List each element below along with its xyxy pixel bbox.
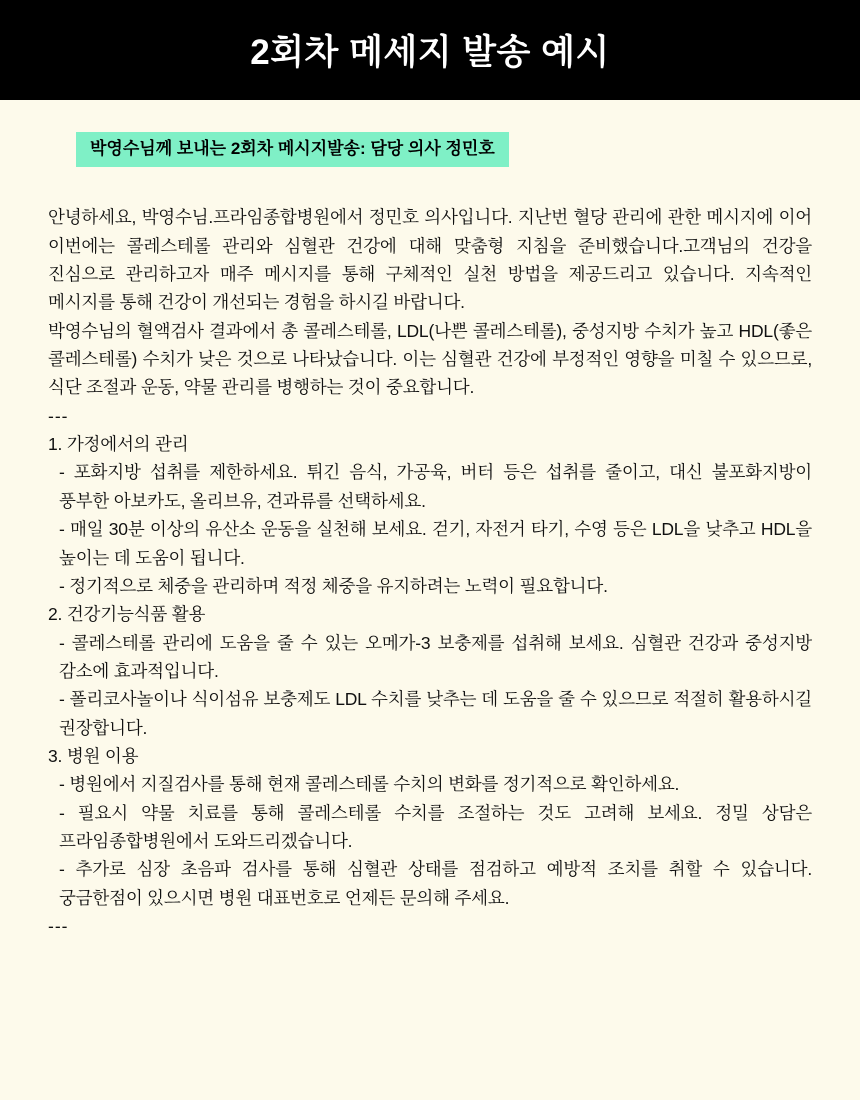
summary-paragraph: 박영수님의 혈액검사 결과에서 총 콜레스테롤, LDL(나쁜 콜레스테롤), 중성지방 수치가 높고 HDL(좋은 콜레스테롤) 수치가 낮은 것으로 나타났습니다. 이는 심혈관 건강에 부정적인 영향을 미칠 수 있으므로, 식단 조절과 운동, 약물 관리를 병행하는 것이 중요합니다. [48,320,812,398]
greeting-paragraph: 안녕하세요, 박영수님.프라임종합병원에서 정민호 의사입니다. 지난번 혈당 관리에 관한 메시지에 이어 이번에는 콜레스테롤 관리와 심혈관 건강에 대해 맞춤형 지침을 준비했습니다.고객님의 건강을 진심으로 관리하고자 매주 메시지를 통해 구체적인 실천 방법을 제공드리고 있습니다. 지속적인 메시지를 통해 건강이 개선되는 경험을 하시길 바랍니다. [48,207,812,313]
list-item: - 포화지방 섭취를 제한하세요. 튀긴 음식, 가공육, 버터 등은 섭취를 줄이고, 대신 불포화지방이 풍부한 아보카도, 올리브유, 견과류를 선택하세요. [59,462,812,511]
section-2-heading: 2. 건강기능식품 활용 [48,604,206,625]
subject-highlight-text: 박영수님께 보내는 2회차 메시지발송: 담당 의사 정민호 [76,132,509,167]
section-1-heading: 1. 가정에서의 관리 [48,434,189,455]
list-item: - 추가로 심장 초음파 검사를 통해 심혈관 상태를 점검하고 예방적 조치를 취할 수 있습니다.궁금한점이 있으시면 병원 대표번호로 언제든 문의해 주세요. [59,859,812,908]
list-item: - 정기적으로 체중을 관리하며 적정 체중을 유지하려는 노력이 필요합니다. [59,575,608,596]
message-content [48,203,812,940]
page-title: 2회차 메세지 발송 예시 [250,33,610,72]
list-item: - 콜레스테롤 관리에 도움을 줄 수 있는 오메가-3 보충제를 섭취해 보세요. 심혈관 건강과 중성지방 감소에 효과적입니다. [59,632,812,681]
document-body [0,100,860,1100]
list-item: - 필요시 약물 치료를 통해 콜레스테롤 수치를 조절하는 것도 고려해 보세요. 정밀 상담은 프라임종합병원에서 도와드리겠습니다. [59,802,812,851]
list-item: - 매일 30분 이상의 유산소 운동을 실천해 보세요. 걷기, 자전거 타기, 수영 등은 LDL을 낮추고 HDL을 높이는 데 도움이 됩니다. [59,519,812,568]
section-3-heading: 3. 병원 이용 [48,745,139,766]
list-item: - 폴리코사놀이나 식이섬유 보충제도 LDL 수치를 낮추는 데 도움을 줄 수 있으므로 적절히 활용하시길 권장합니다. [59,689,812,738]
divider-bottom: --- [48,915,69,936]
list-item: - 병원에서 지질검사를 통해 현재 콜레스테롤 수치의 변화를 정기적으로 확인하세요. [59,774,680,795]
subject-line [48,132,812,167]
divider-top: --- [48,405,69,426]
header-bar [0,0,860,100]
